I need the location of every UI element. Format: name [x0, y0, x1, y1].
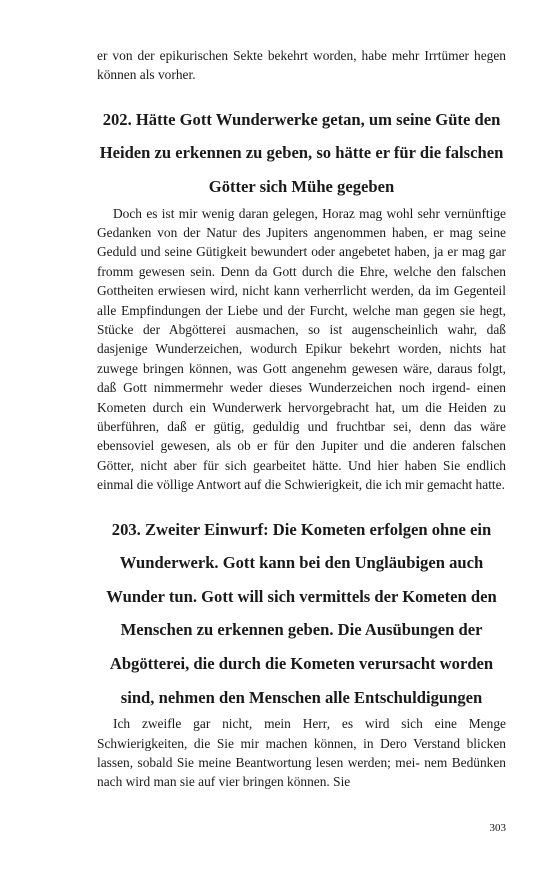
page-number: 303: [489, 822, 506, 834]
continuation-paragraph: er von der epikurischen Sekte bekehrt worden, habe mehr Irrtümer hegen können als vorher.: [97, 48, 506, 83]
section-202-body: Doch es ist mir wenig daran gelegen, Horaz mag wohl sehr vernünftige Gedanken von der Natur des Jupiters angenommen haben, er mag seine Geduld und seine Gütigkeit bewundert oder angebetet haben, ja er mag gar fromm gewesen sein. Denn da Gott durch die Ehre, welche den falschen Gottheiten erwiesen wird, nicht kann verherrlicht werden, da im Gegenteil alle Empfindungen der Liebe und der Furcht, welche man gegen sie hegt, Stücke der Abgötterei ausmachen, so ist augenscheinlich wahr, daß dasjenige Wunderzeichen, wodurch Epikur bekehrt worden, nichts hat zuwege bringen können, was Gott angenehm gewesen wäre, daraus folgt, daß Gott nimmermehr weder dieses Wunderzeichen noch irgend- einen Kometen durch ein Wunderwerk hervorgebracht hat, um die Heiden zu überführen, daß er gütig, geduldig und fruchtbar sei, denn das wäre ebensoviel gewesen, als ob er für den Jupiter und die anderen falschen Götter, nicht aber für sich gearbeitet hätte. Und hier haben Sie endlich einmal die völlige Antwort auf die Schwierigkeit, die ich mir gemacht hatte.: [97, 205, 506, 493]
book-page: [97, 46, 506, 792]
section-203-heading: 203. Zweiter Einwurf: Die Kometen erfolgen ohne ein Wunderwerk. Gott kann bei den Ungläubigen auch Wunder tun. Gott will sich vermittels der Kometen den Menschen zu erkennen geben. Die Ausübungen der Abgötterei, die durch die Kometen verursacht worden sind, nehmen den Menschen alle Entschuldigungen: [106, 519, 497, 707]
section-202-heading: 202. Hätte Gott Wunderwerke getan, um seine Güte den Heiden zu erkennen zu geben, so hätte er für die falschen Götter sich Mühe gegeben: [99, 109, 504, 196]
section-203-body: Ich zweifle gar nicht, mein Herr, es wird sich eine Menge Schwierigkeiten, die Sie mir machen können, in Dero Verstand blicken lassen, sobald Sie meine Beantwortung lesen werden; mei- nem Bedünken nach wird man sie auf vier bringen können. Sie: [97, 716, 506, 790]
